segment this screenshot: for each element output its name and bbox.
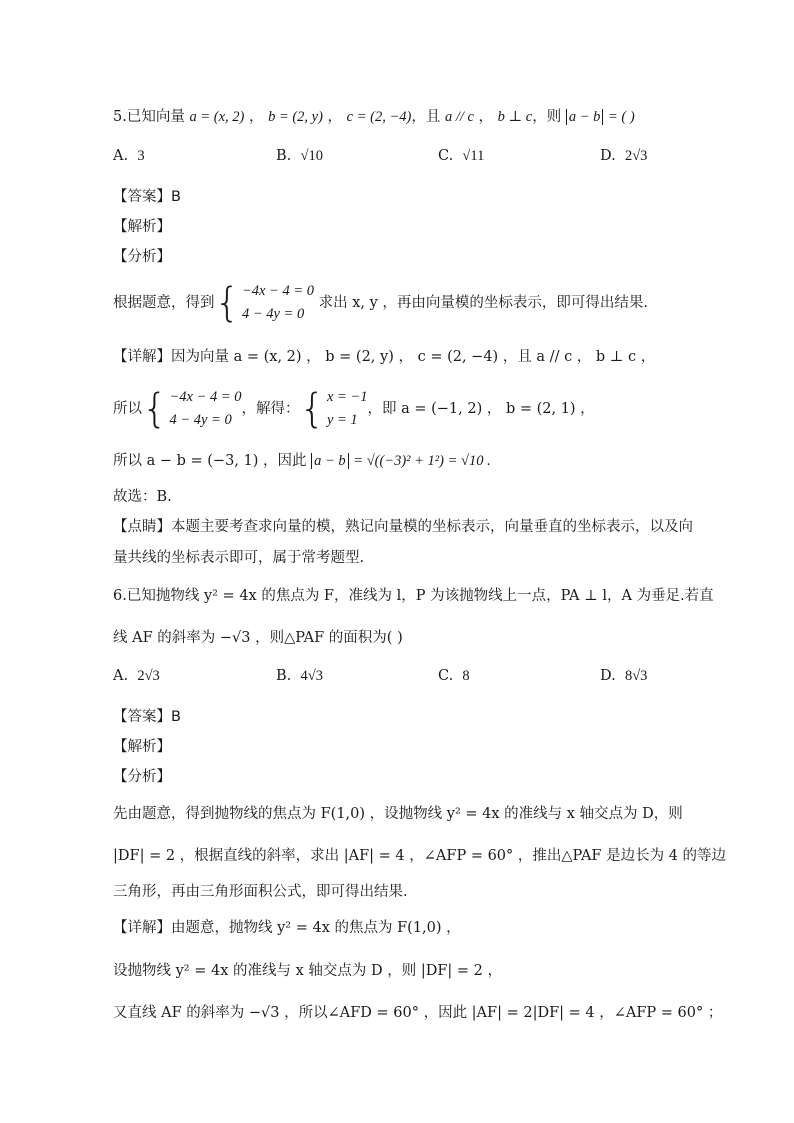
q6-option-d [600, 668, 647, 685]
q5-detail-2 [113, 386, 595, 432]
brace: { [214, 280, 240, 326]
answer-label: 【答案】 [113, 189, 171, 205]
detail-text: ，即 a = (−1, 2) ， b = (2, 1) ， [367, 401, 595, 417]
q5-cond-text: ，且 [411, 109, 441, 125]
option-label: B. [276, 668, 292, 684]
q5-tail: = ( ) [608, 109, 635, 125]
detail-label: 【详解】 [113, 349, 171, 365]
system-row: x = −1 [326, 389, 368, 405]
detail-text: 因为向量 a = (x, 2) ， b = (2, y) ， c = (2, −4) ，且 a // c ， b ⊥ c ， [171, 349, 656, 365]
option-value: 8 [462, 668, 470, 684]
option-label: D. [600, 668, 616, 684]
answer-label: 【答案】 [113, 709, 171, 725]
q5-parallel: a // c [444, 109, 474, 125]
q6-detail-3: 又直线 AF 的斜率为 −√3 ，所以∠AFD = 60° ，因此 |AF| = 2|DF| = 4 ，∠AFP = 60° ； [113, 1005, 723, 1021]
q5-abs-expr: a − b [566, 109, 604, 125]
system-row: y = 1 [326, 412, 358, 428]
system-row: 4 − 4y = 0 [169, 412, 232, 428]
q5-fenxi: 【分析】 [113, 249, 171, 265]
option-label: A. [113, 668, 129, 684]
option-label: C. [438, 668, 454, 684]
q5-detail-3 [113, 450, 491, 472]
option-label: B. [276, 148, 292, 164]
option-value: 4√3 [300, 668, 323, 684]
detail-text: = √((−3)² + 1²) = √10 . [353, 453, 491, 469]
answer-value: B [171, 189, 181, 205]
option-value: √11 [462, 148, 485, 164]
system-row: 4 − 4y = 0 [241, 306, 305, 322]
q6-jiexi: 【解析】 [113, 739, 171, 755]
q5-analysis [113, 280, 648, 326]
q6-option-c [438, 668, 470, 685]
q5-option-b [276, 148, 323, 165]
option-value: 8√3 [624, 668, 648, 684]
q5-vector-b: b = (2, y) [268, 109, 323, 125]
system-row: −4x − 4 = 0 [169, 389, 242, 405]
q6-stem-1: 6.已知抛物线 y² = 4x 的焦点为 F，准线为 l，P 为该抛物线上一点，PA ⊥ l，A 为垂足.若直 [113, 588, 714, 604]
q6-answer [113, 706, 181, 728]
detail-text: 所以 a − b = (−3, 1) ，因此 [113, 453, 307, 469]
answer-value: B [171, 709, 181, 725]
q6-analysis-2: |DF| = 2 ，根据直线的斜率，求出 |AF| = 4 ，∠AFP = 60° ，推出△PAF 是边长为 4 的等边 [113, 848, 727, 864]
system-3 [327, 386, 368, 432]
q6-option-a [113, 668, 160, 685]
option-value: 2√3 [624, 148, 648, 164]
q5-vector-a: a = (x, 2) [189, 109, 245, 125]
q5-vector-c: c = (2, −4) [346, 109, 412, 125]
q5-option-a [113, 148, 145, 165]
q5-answer [113, 186, 181, 208]
q5-stem-prefix: 5.已知向量 [113, 109, 185, 125]
analysis-text: 根据题意，得到 [113, 295, 215, 311]
q5-option-d [600, 148, 647, 165]
q6-option-b [276, 668, 323, 685]
system-1 [242, 280, 314, 326]
q6-detail-1 [113, 917, 461, 939]
q6-analysis-1: 先由题意，得到抛物线的焦点为 F(1,0) ，设抛物线 y² = 4x 的准线与 x 轴交点为 D，则 [113, 806, 683, 822]
option-value: 3 [137, 148, 145, 164]
q5-jiexi: 【解析】 [113, 219, 171, 235]
detail-label: 【详解】 [113, 920, 171, 936]
option-label: A. [113, 148, 129, 164]
q5-option-c [438, 148, 484, 165]
option-label: D. [600, 148, 616, 164]
q6-stem-2: 线 AF 的斜率为 −√3 ，则△PAF 的面积为( ) [113, 630, 403, 646]
q5-perp: b ⊥ c [497, 109, 533, 125]
brace: { [299, 386, 325, 432]
abs-expr: a − b [311, 453, 349, 469]
option-value: 2√3 [137, 668, 160, 684]
q5-comment-2: 量共线的坐标表示即可，属于常考题型. [113, 550, 365, 566]
q6-detail-2: 设抛物线 y² = 4x 的准线与 x 轴交点为 D ，则 |DF| = 2 ， [113, 963, 502, 979]
detail-text: 由题意，抛物线 y² = 4x 的焦点为 F(1,0) ， [171, 920, 461, 936]
brace: { [142, 386, 168, 432]
q5-comment-1 [113, 516, 693, 538]
option-value: √10 [300, 148, 323, 164]
system-row: −4x − 4 = 0 [241, 283, 314, 299]
option-label: C. [438, 148, 454, 164]
comment-label: 【点睛】 [113, 519, 171, 535]
q5-stem: 5.已知向量 a = (x, 2) ， b = (2, y) ， c = (2, −4)，且 a // c ， b ⊥ c，则 a − b = ( ) [113, 109, 635, 125]
q6-analysis-3: 三角形，再由三角形面积公式，即可得出结果. [113, 884, 408, 900]
comment-text: 本题主要考查求向量的模，熟记向量模的坐标表示，向量垂直的坐标表示，以及向 [171, 519, 693, 535]
analysis-text: 求出 x, y ，再由向量模的坐标表示，即可得出结果. [318, 295, 649, 311]
system-2 [169, 386, 241, 432]
q5-ask: ，则 [532, 109, 562, 125]
q5-detail-1 [113, 346, 655, 368]
q6-fenxi: 【分析】 [113, 769, 171, 785]
detail-text: 所以 [113, 401, 142, 417]
q5-choose: 故选：B. [113, 489, 172, 505]
detail-text: ，解得： [241, 401, 300, 417]
